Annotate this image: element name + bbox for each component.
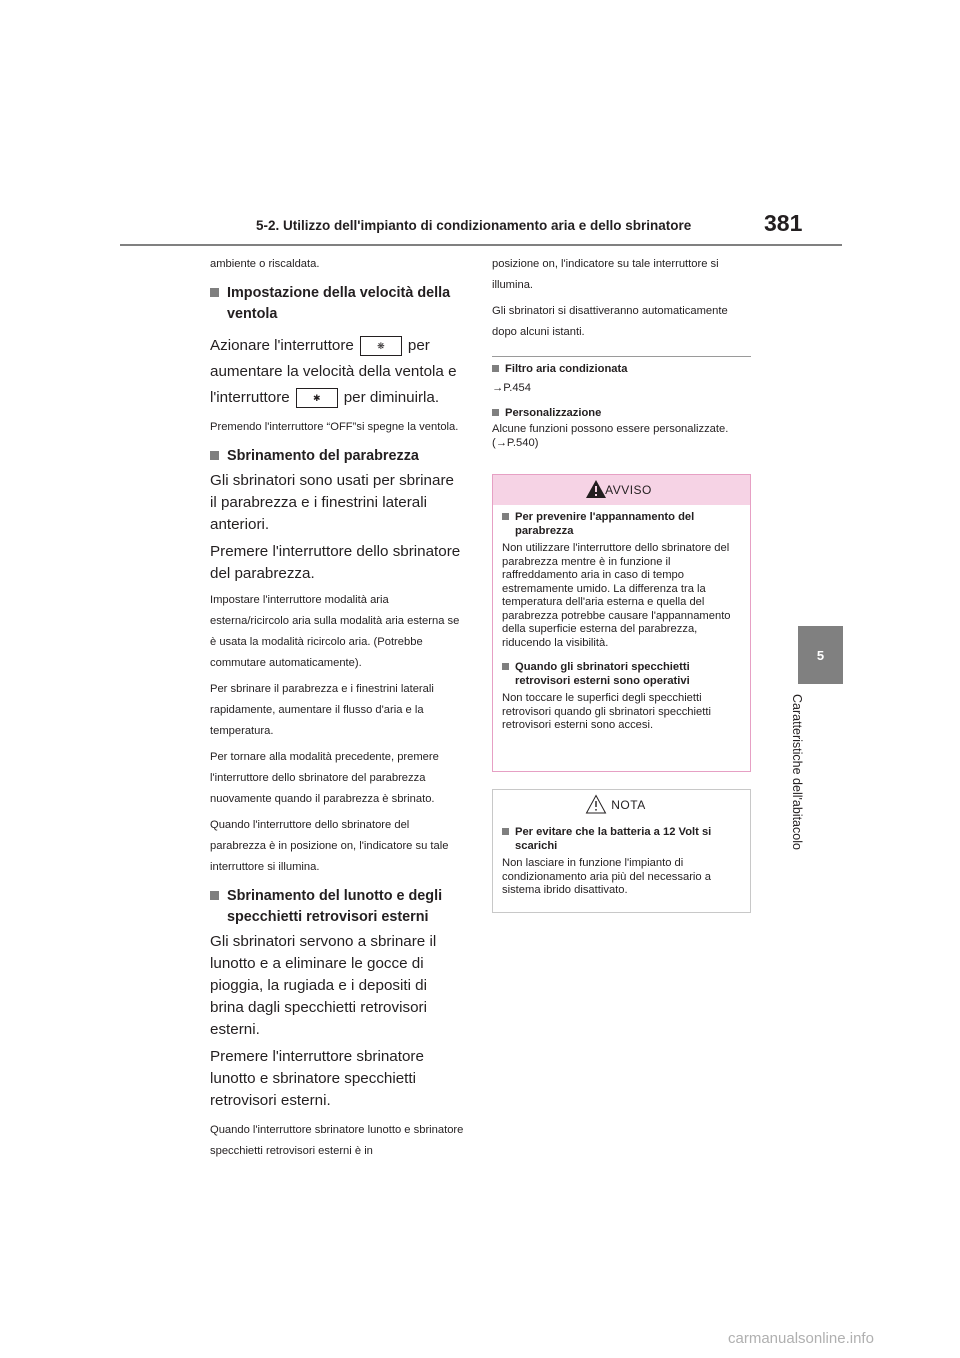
bullet-square xyxy=(210,451,219,460)
custom-text: Alcune funzioni possono essere personalizzate. (→P.540) xyxy=(492,423,729,449)
right-column xyxy=(492,254,752,343)
notice-box xyxy=(492,789,751,913)
notes-divider xyxy=(492,356,751,357)
bullet-square xyxy=(492,409,499,416)
fan-low-icon: ✱ xyxy=(312,392,321,403)
windshield-para-2: Premere l'interruttore dello sbrinatore del parabrezza. xyxy=(210,543,461,582)
caution-heading-1 xyxy=(502,510,741,538)
caution-heading-1-text: Per prevenire l'appannamento del parabrezza xyxy=(515,511,695,537)
rear-para-1: Gli sbrinatori servono a sbrinare il lunotto e a eliminare le gocce di pioggia, la rugiada e i depositi di brina dagli specchietti retrovisori esterni. xyxy=(210,933,437,1038)
fan-up-switch xyxy=(360,336,402,356)
intro-text: ambiente o riscaldata. xyxy=(210,258,320,270)
caution-body xyxy=(493,505,750,733)
bullet-square xyxy=(502,663,509,670)
notice-text-1: Non lasciare in funzione l'impianto di condizionamento aria più del necessario a sistema ibrido disattivato. xyxy=(502,857,711,896)
caution-text-2: Non toccare le superfici degli specchietti retrovisori quando gli sbrinatori specchietti retrovisori esterni sono accesi. xyxy=(502,692,711,731)
windshield-note-2: Per sbrinare il parabrezza e i finestrini laterali rapidamente, aumentare il flusso d'aria e la temperatura. xyxy=(210,683,434,737)
filter-heading-text: Filtro aria condizionata xyxy=(505,363,628,375)
continued-text-2: Gli sbrinatori si disattiveranno automaticamente dopo alcuni istanti. xyxy=(492,305,728,338)
rear-note-1: Quando l'interruttore sbrinatore lunotto e sbrinatore specchietti retrovisori esterni è in xyxy=(210,1124,464,1157)
caution-title: AVVISO xyxy=(605,483,652,497)
notice-title: NOTA xyxy=(611,798,646,812)
windshield-note-1: Impostare l'interruttore modalità aria esterna/ricircolo aria sulla modalità aria esterna se è usata la modalità ricircolo aria. (Potrebbe commutare automaticamente). xyxy=(210,594,460,669)
bullet-square xyxy=(210,288,219,297)
fan-line-1a: Azionare l'interruttore xyxy=(210,337,354,354)
fan-note: Premendo l'interruttore “OFF”si spegne la ventola. xyxy=(210,421,459,433)
notice-heading-1 xyxy=(502,825,741,853)
bullet-square xyxy=(502,513,509,520)
notice-header xyxy=(493,790,750,820)
fan-down-switch xyxy=(296,388,338,408)
filter-section xyxy=(492,361,752,450)
rear-defogger-heading xyxy=(210,886,464,928)
page-number: 381 xyxy=(764,210,803,236)
caution-heading-2-text: Quando gli sbrinatori specchietti retrovisori esterni sono operativi xyxy=(515,661,690,687)
chapter-tab[interactable]: 5 xyxy=(798,626,843,684)
bullet-square xyxy=(502,828,509,835)
caution-text-1: Non utilizzare l'interruttore dello sbrinatore del parabrezza mentre è in funzione il raffreddamento aria in caso di tempo estremamente umido. La differenza tra la temperatura dell'aria esterna e quella del parabrezza potrebbe causare l'appannamento della superficie esterna del parabrezza, riducendo la visibilità. xyxy=(502,542,731,649)
fan-line-1b: per xyxy=(407,337,430,354)
fan-high-icon: ❋ xyxy=(377,340,385,351)
filter-page-link[interactable]: →P.454 xyxy=(492,382,531,394)
windshield-para-1: Gli sbrinatori sono usati per sbrinare il parabrezza e i finestrini laterali anteriori. xyxy=(210,472,454,533)
notice-heading-1-text: Per evitare che la batteria a 12 Volt si scarichi xyxy=(515,826,712,852)
fan-line-3 xyxy=(210,385,464,411)
fan-speed-heading xyxy=(210,283,464,325)
fan-line-2: aumentare la velocità della ventola e xyxy=(210,363,457,380)
fan-speed-heading-text: Impostazione della velocità della ventola xyxy=(227,285,451,322)
notice-body xyxy=(493,820,750,898)
section-title: 5-2. Utilizzo dell'impianto di condizionamento aria e dello sbrinatore xyxy=(256,218,692,233)
fan-line-3b: per diminuirla. xyxy=(343,389,440,406)
rear-para-2: Premere l'interruttore sbrinatore lunotto e sbrinatore specchietti retrovisori esterni. xyxy=(210,1048,424,1109)
warning-icon xyxy=(585,479,607,499)
header-divider xyxy=(120,244,842,246)
windshield-heading xyxy=(210,446,464,467)
caution-header xyxy=(493,475,750,505)
windshield-note-4: Quando l'interruttore dello sbrinatore del parabrezza è in posizione on, l'indicatore su tale interruttore si illumina. xyxy=(210,819,449,873)
caution-box xyxy=(492,474,751,772)
left-column xyxy=(210,254,464,1162)
fan-line-1 xyxy=(210,333,464,359)
rear-defogger-heading-text: Sbrinamento del lunotto e degli specchietti retrovisori esterni xyxy=(227,888,443,925)
custom-heading-text: Personalizzazione xyxy=(505,407,602,419)
watermark: carmanualsonline.info xyxy=(728,1330,874,1347)
custom-heading xyxy=(492,405,752,421)
bullet-square xyxy=(210,891,219,900)
windshield-note-3: Per tornare alla modalità precedente, premere l'interruttore dello sbrinatore del parabrezza nuovamente quando il parabrezza è sbrinato. xyxy=(210,751,439,805)
fan-line-3a: l'interruttore xyxy=(210,389,290,406)
bullet-square xyxy=(492,365,499,372)
continued-text-1: posizione on, l'indicatore su tale interruttore si illumina. xyxy=(492,258,719,291)
chapter-label-text: Caratteristiche dell'abitacolo xyxy=(790,694,804,850)
windshield-heading-text: Sbrinamento del parabrezza xyxy=(227,448,419,464)
caution-heading-2 xyxy=(502,660,741,688)
chapter-label xyxy=(780,694,810,874)
filter-heading xyxy=(492,361,752,377)
notice-warning-icon xyxy=(585,794,607,814)
